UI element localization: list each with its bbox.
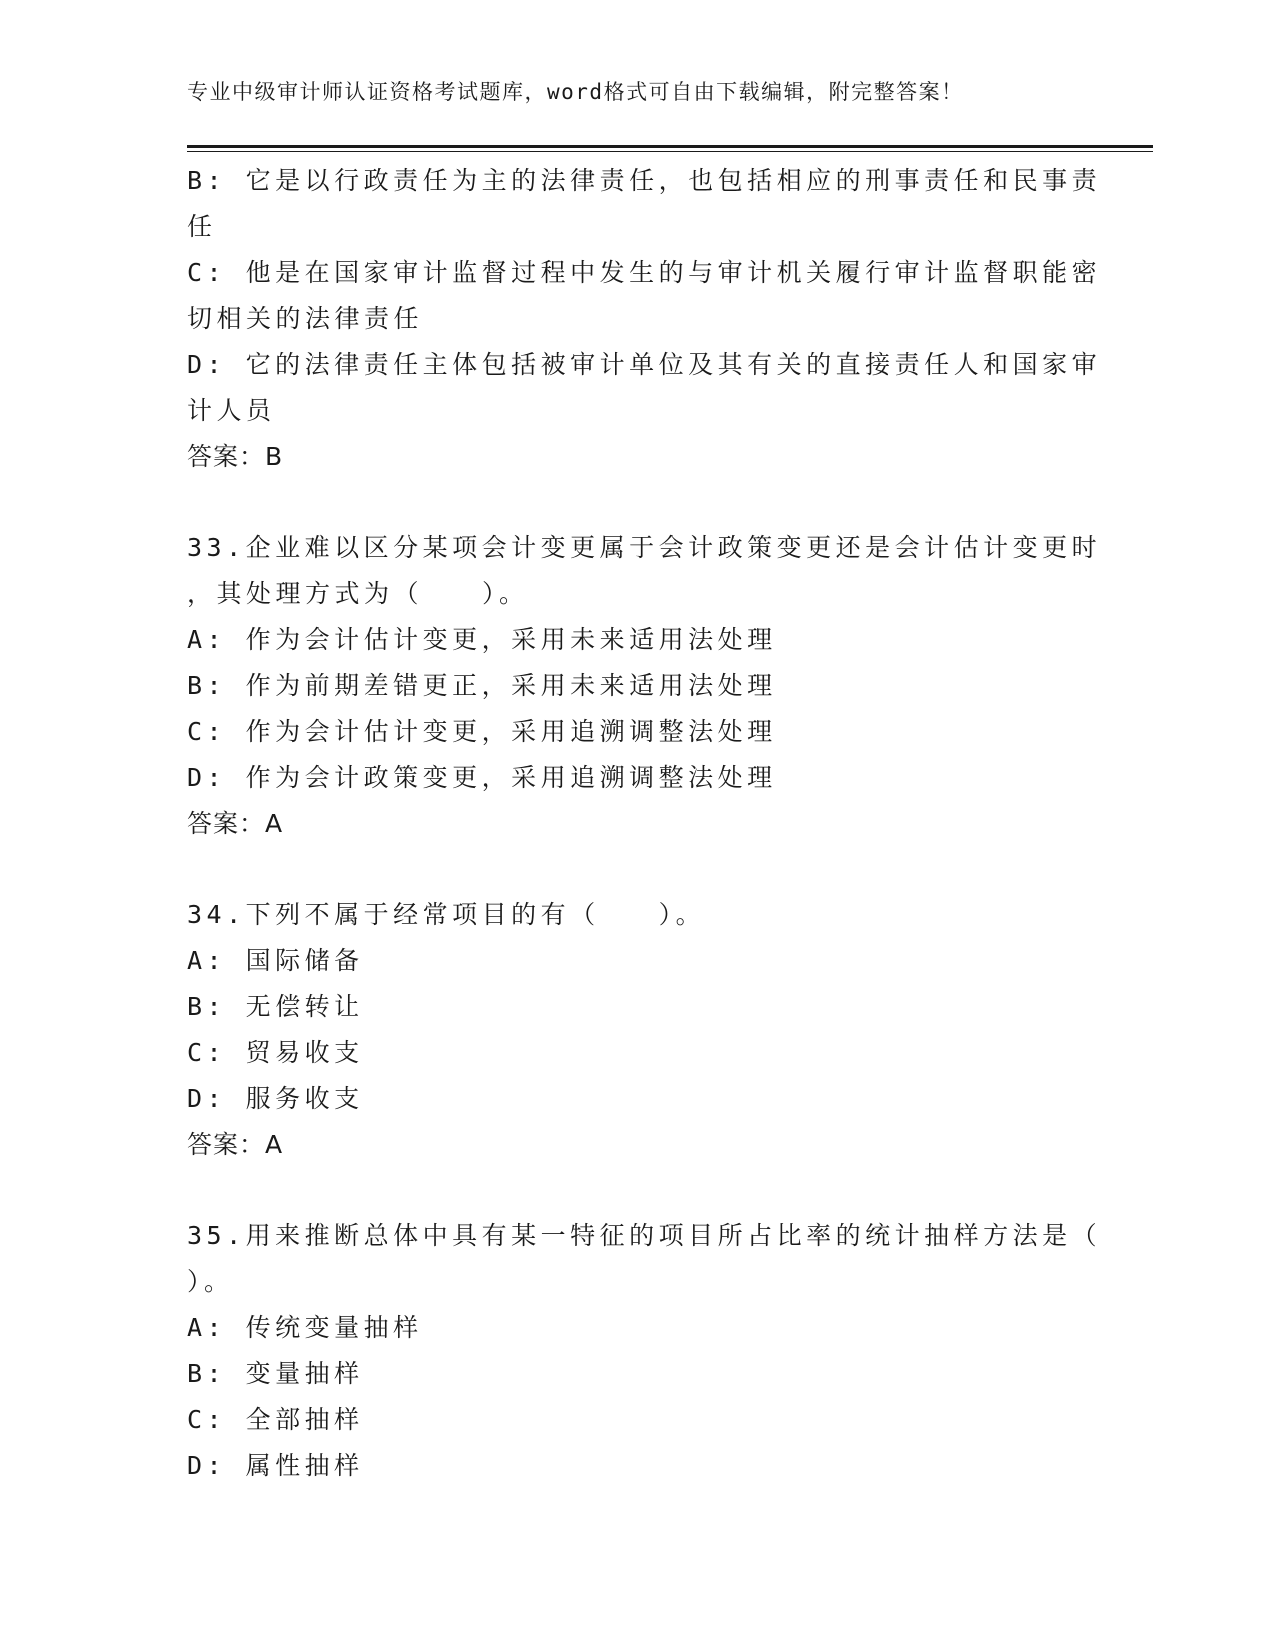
q32-option-b-line2: 任 <box>187 212 217 241</box>
q34-question: 34.下列不属于经常项目的有（ ）。 <box>187 900 706 929</box>
q34-option-a: A: 国际储备 <box>187 946 364 975</box>
q32-option-b-line1: B: 它是以行政责任为主的法律责任，也包括相应的刑事责任和民事责 <box>187 166 1102 195</box>
question-35-block <box>187 1213 1102 1489</box>
q32-answer: 答案：B <box>187 442 284 471</box>
q35-option-c: C: 全部抽样 <box>187 1405 364 1434</box>
spacer <box>187 1168 1067 1213</box>
q35-option-a: A: 传统变量抽样 <box>187 1313 423 1342</box>
header-rule-thick <box>187 145 1153 148</box>
spacer <box>187 847 1067 892</box>
q34-option-d: D: 服务收支 <box>187 1084 364 1113</box>
q32-option-c-line2: 切相关的法律责任 <box>187 304 424 333</box>
q34-answer: 答案：A <box>187 1130 284 1159</box>
exam-content <box>187 158 1102 1489</box>
q34-option-c: C: 贸易收支 <box>187 1038 364 1067</box>
q33-option-c: C: 作为会计估计变更，采用追溯调整法处理 <box>187 717 777 746</box>
q35-option-b: B: 变量抽样 <box>187 1359 364 1388</box>
q33-question-line2: ，其处理方式为（ ）。 <box>187 579 529 608</box>
q33-option-d: D: 作为会计政策变更，采用追溯调整法处理 <box>187 763 777 792</box>
header-rule-thin <box>187 151 1153 152</box>
q33-option-b: B: 作为前期差错更正，采用未来适用法处理 <box>187 671 777 700</box>
question-32-block <box>187 158 1102 480</box>
q35-question-line1: 35.用来推断总体中具有某一特征的项目所占比率的统计抽样方法是（ <box>187 1221 1102 1250</box>
q33-question-line1: 33.企业难以区分某项会计变更属于会计政策变更还是会计估计变更时 <box>187 533 1102 562</box>
q33-answer: 答案：A <box>187 809 284 838</box>
q32-option-d-line2: 计人员 <box>187 396 276 425</box>
question-33-block <box>187 525 1102 847</box>
page-header-title: 专业中级审计师认证资格考试题库，word格式可自由下载编辑，附完整答案！ <box>187 80 964 104</box>
q35-question-line2: ）。 <box>187 1267 234 1296</box>
q34-option-b: B: 无偿转让 <box>187 992 364 1021</box>
q33-option-a: A: 作为会计估计变更，采用未来适用法处理 <box>187 625 777 654</box>
spacer <box>187 480 1067 525</box>
q35-option-d: D: 属性抽样 <box>187 1451 364 1480</box>
q32-option-d-line1: D: 它的法律责任主体包括被审计单位及其有关的直接责任人和国家审 <box>187 350 1102 379</box>
question-34-block <box>187 892 1067 1168</box>
q32-option-c-line1: C: 他是在国家审计监督过程中发生的与审计机关履行审计监督职能密 <box>187 258 1102 287</box>
